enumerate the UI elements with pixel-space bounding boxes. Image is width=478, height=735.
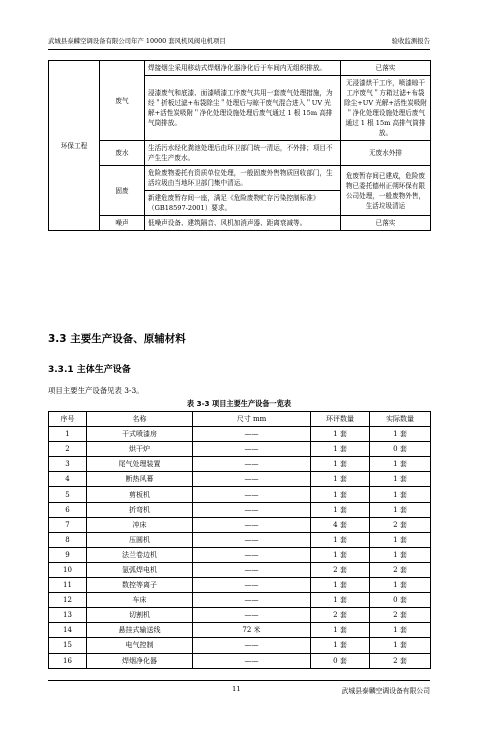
table-row — [49, 141, 431, 166]
table-row — [49, 532, 431, 547]
table-header-row — [49, 412, 431, 427]
size-cell: —— — [193, 472, 311, 487]
table-row — [49, 216, 431, 231]
equipment-name-cell: 压圆机 — [87, 532, 193, 547]
actual-qty-cell: 1 套 — [370, 502, 431, 517]
table-row — [49, 653, 431, 668]
size-cell: —— — [193, 427, 311, 442]
size-cell: —— — [193, 532, 311, 547]
table-row — [49, 578, 431, 593]
measure-cell: 浸漆废气和底漆、面漆喷漆工序废气共用一套废气处理措施，为经＂折板过滤+布袋除尘＂处理后与晾干废气混合进入＂UV 光解+活性炭吸附＂净化处理设施处理后废气通过 1 根 15m 高排气筒排放。 — [145, 76, 341, 141]
planned-qty-cell: 2 套 — [311, 608, 370, 623]
table-row — [49, 166, 431, 191]
type-cell: 固废 — [100, 166, 145, 216]
table-row — [49, 638, 431, 653]
equipment-table — [48, 411, 431, 669]
actual-qty-cell: 1 套 — [370, 547, 431, 562]
planned-qty-cell: 1 套 — [311, 593, 370, 608]
equipment-name-cell: 尾气处理装置 — [87, 457, 193, 472]
planned-qty-cell: 1 套 — [311, 578, 370, 593]
actual-qty-cell: 1 套 — [370, 532, 431, 547]
row-number-cell: 9 — [49, 547, 87, 562]
size-cell: —— — [193, 487, 311, 502]
equipment-name-cell: 氩弧焊电机 — [87, 562, 193, 577]
row-number-cell: 14 — [49, 623, 87, 638]
measure-cell: 生活污水经化粪池处理后由环卫部门统一清运，不外排；项目不产生生产废水。 — [145, 141, 341, 166]
measure-cell: 焊接烟尘采用移动式焊烟净化器净化后于车间内无组织排放。 — [145, 61, 341, 76]
environmental-measures-table — [48, 60, 431, 231]
type-cell: 废水 — [100, 141, 145, 166]
table-row — [49, 457, 431, 472]
table-row — [49, 547, 431, 562]
planned-qty-cell: 1 套 — [311, 638, 370, 653]
size-cell: —— — [193, 502, 311, 517]
actual-qty-cell: 1 套 — [370, 487, 431, 502]
row-number-cell: 13 — [49, 608, 87, 623]
table-row — [49, 502, 431, 517]
actual-qty-cell: 2 套 — [370, 517, 431, 532]
table-caption: 表 3-3 项目主要生产设备一览表 — [186, 399, 292, 408]
type-cell: 噪声 — [100, 216, 145, 231]
planned-qty-cell: 1 套 — [311, 623, 370, 638]
actual-qty-cell: 2 套 — [370, 608, 431, 623]
size-cell: —— — [193, 608, 311, 623]
table-row — [49, 593, 431, 608]
equipment-name-cell: 干式喷漆房 — [87, 427, 193, 442]
table-row — [49, 61, 431, 76]
size-cell: —— — [193, 517, 311, 532]
size-cell: 72 米 — [193, 623, 311, 638]
row-number-cell: 4 — [49, 472, 87, 487]
page-number: 11 — [232, 685, 241, 693]
planned-qty-cell: 1 套 — [311, 457, 370, 472]
section-heading-3-3: 3.3 主要生产设备、原辅材料 — [48, 333, 186, 345]
row-number-cell: 2 — [49, 442, 87, 457]
size-cell: —— — [193, 442, 311, 457]
row-number-cell: 8 — [49, 532, 87, 547]
table-row — [49, 442, 431, 457]
actual-qty-cell: 1 套 — [370, 427, 431, 442]
planned-qty-cell: 2 套 — [311, 562, 370, 577]
table-row — [49, 427, 431, 442]
column-header: 名称 — [87, 412, 193, 427]
planned-qty-cell: 0 套 — [311, 653, 370, 668]
category-cell: 环保工程 — [49, 61, 100, 231]
row-number-cell: 6 — [49, 502, 87, 517]
measure-cell: 危险废物委托有资质单位处理，一般固废外售物质回收部门，生活垃圾由当地环卫部门集中清运。 — [145, 166, 341, 191]
equipment-name-cell: 数控等离子 — [87, 578, 193, 593]
row-number-cell: 11 — [49, 578, 87, 593]
row-number-cell: 12 — [49, 593, 87, 608]
row-number-cell: 5 — [49, 487, 87, 502]
actual-qty-cell: 0 套 — [370, 442, 431, 457]
measure-cell: 新建危废暂存间一座，满足《危险废物贮存污染控制标准》（GB18597-2001）要求。 — [145, 191, 341, 216]
equipment-name-cell: 切割机 — [87, 608, 193, 623]
status-cell: 已落实 — [341, 61, 431, 76]
footer-rule — [48, 680, 430, 681]
table-row — [49, 472, 431, 487]
equipment-name-cell: 电气控制 — [87, 638, 193, 653]
column-header: 尺寸 mm — [193, 412, 311, 427]
measure-cell: 低噪声设备、建筑隔音、风机加消声器、距离衰减等。 — [145, 216, 341, 231]
table-row — [49, 517, 431, 532]
status-cell: 已落实 — [341, 216, 431, 231]
equipment-name-cell: 焊烟净化器 — [87, 653, 193, 668]
row-number-cell: 7 — [49, 517, 87, 532]
table-row — [49, 487, 431, 502]
row-number-cell: 10 — [49, 562, 87, 577]
column-header: 序号 — [49, 412, 87, 427]
actual-qty-cell: 2 套 — [370, 653, 431, 668]
column-header: 实际数量 — [370, 412, 431, 427]
size-cell: —— — [193, 578, 311, 593]
equipment-name-cell: 悬挂式输送线 — [87, 623, 193, 638]
actual-qty-cell: 1 套 — [370, 457, 431, 472]
table-row — [49, 562, 431, 577]
planned-qty-cell: 1 套 — [311, 532, 370, 547]
status-cell: 危废暂存间已建成，危险废物已委托德州正朔环保有限公司处理，一般废物外售，生活垃圾清运 — [341, 166, 431, 216]
actual-qty-cell: 2 套 — [370, 562, 431, 577]
planned-qty-cell: 4 套 — [311, 517, 370, 532]
equipment-name-cell: 法兰卷边机 — [87, 547, 193, 562]
size-cell: —— — [193, 593, 311, 608]
actual-qty-cell: 1 套 — [370, 638, 431, 653]
footer-company: 武城县泰麟空调设备有限公司 — [341, 687, 430, 695]
section-heading-3-3-1: 3.3.1 主体生产设备 — [48, 365, 131, 375]
row-number-cell: 15 — [49, 638, 87, 653]
table-row — [49, 623, 431, 638]
row-number-cell: 3 — [49, 457, 87, 472]
planned-qty-cell: 1 套 — [311, 442, 370, 457]
equipment-name-cell: 车床 — [87, 593, 193, 608]
equipment-name-cell: 剪板机 — [87, 487, 193, 502]
status-cell: 无浸漆烘干工序，喷漆晾干工序废气＂方箱过滤+布袋除尘+UV 光解+活性炭吸附＂净化处理设施处理后废气通过 1 根 15m 高排气筒排放。 — [341, 76, 431, 141]
size-cell: —— — [193, 457, 311, 472]
row-number-cell: 16 — [49, 653, 87, 668]
size-cell: —— — [193, 638, 311, 653]
size-cell: —— — [193, 547, 311, 562]
type-cell: 废气 — [100, 61, 145, 141]
table-row — [49, 608, 431, 623]
equipment-name-cell: 断热风幕 — [87, 472, 193, 487]
planned-qty-cell: 1 套 — [311, 502, 370, 517]
status-cell: 无废水外排 — [341, 141, 431, 166]
planned-qty-cell: 1 套 — [311, 472, 370, 487]
planned-qty-cell: 1 套 — [311, 427, 370, 442]
actual-qty-cell: 1 套 — [370, 472, 431, 487]
header-report-type: 验收监测报告 — [391, 37, 430, 45]
actual-qty-cell: 0 套 — [370, 593, 431, 608]
size-cell: —— — [193, 562, 311, 577]
planned-qty-cell: 1 套 — [311, 487, 370, 502]
equipment-name-cell: 烘干炉 — [87, 442, 193, 457]
row-number-cell: 1 — [49, 427, 87, 442]
actual-qty-cell: 1 套 — [370, 578, 431, 593]
header-project-title: 武城县泰麟空调设备有限公司年产 10000 套风机风阀电机项目 — [48, 37, 226, 45]
equipment-name-cell: 折弯机 — [87, 502, 193, 517]
planned-qty-cell: 1 套 — [311, 547, 370, 562]
page-header — [48, 35, 430, 50]
intro-paragraph: 项目主要生产设备见表 3-3。 — [48, 386, 144, 395]
size-cell: —— — [193, 653, 311, 668]
column-header: 环评数量 — [311, 412, 370, 427]
equipment-name-cell: 冲床 — [87, 517, 193, 532]
actual-qty-cell: 1 套 — [370, 623, 431, 638]
